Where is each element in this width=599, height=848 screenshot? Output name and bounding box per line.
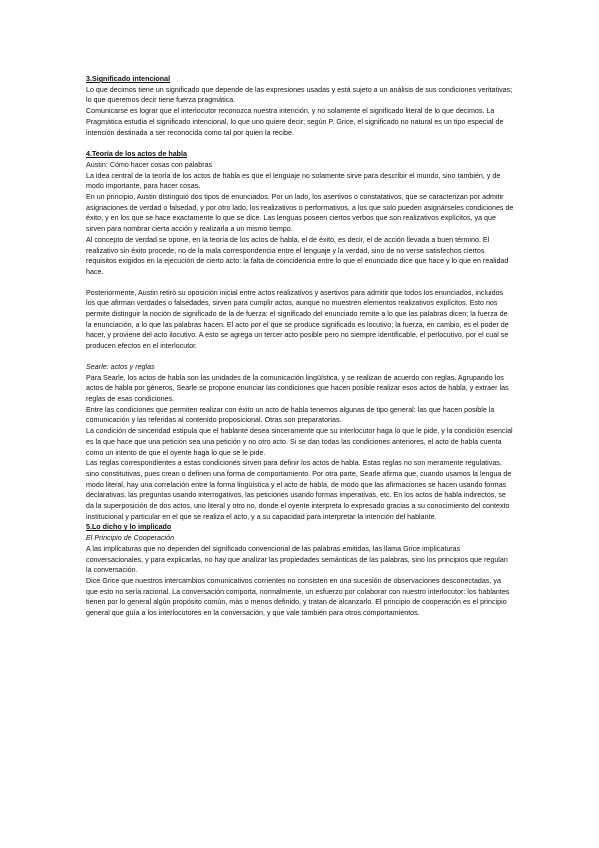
document-page xyxy=(86,74,514,619)
paragraph: Entre las condiciones que permiten realizar con éxito un acto de habla tenemos algunas de tipo general: las que hacen posible la comunicación y las referidas al contenido proposicional. Otras son preparatorias. xyxy=(86,405,495,425)
paragraph: En un principio, Austin distinguió dos tipos de enunciados. Por un lado, los asertivos o constatativos, que se caracterizan por admitir asignaciones de verdad o falsedad, y por otro lado, los realizativos o performativos, a los que solo pueden asignárseles condiciones de éxito, y en los que se hace exactamente lo que se dice. Las lenguas poseen ciertos verbos que son realizativos explícitos, ya que sirven para nombrar cierta acción y realizarla a un mismo tiempo. xyxy=(86,193,514,234)
paragraph: La idea central de la teoría de los actos de habla es que el lenguaje no solamente sirve para describir el mundo, sino también, y de modo importante, para hacer cosas. xyxy=(86,171,501,191)
paragraph: A las implicaturas que no dependen del significado convencional de las palabras emitidas, las llama Grice implicaturas conversacionales, y para explicarlas, no hay que analizar las propiedades semánticas de las palabras, sino los principios que regulan la conversación. xyxy=(86,544,508,575)
paragraph: Al concepto de verdad se opone, en la teoría de los actos de habla, el de éxito, es decir, el de acción llevada a buen término. El realizativo sin éxito procede, no de la mala correspondencia entre el lenguaje y la verdad, sino de no verse satisfechos ciertos requisitos exigidos en la ejecución de cierto acto: la falta de coincidencia entre lo que el enunciado dice que hace y lo que en realidad hace. xyxy=(86,235,509,276)
section-significado-intencional xyxy=(86,74,514,138)
subsection-heading: El Principio de Cooperación xyxy=(86,534,175,543)
paragraph: Posteriormente, Austin retiró su oposición inicial entre actos realizativos y asertivos para admitir que todos los enunciados, incluidos los que afirman verdades o falsedades, sirven para cumplir actos, aunque no muestren elementos realizativos explícitos. Esto nos permite distinguir la noción de significado de la de fuerza: el significado del enunciado remite a lo que las palabras dicen; la fuerza de la enunciación, a lo que las palabras hacen. El acto por el que se produce significado es locutivo; la fuerza, en cambio, es el poder de hacer, y proviene del acto ilocutivo. A esto se agrega un tercer acto posible pero no siempre identificable, el perlocutivo, por el cual se producen efectos en el interlocutor. xyxy=(86,288,509,351)
paragraph: Dice Grice que nuestros intercambios comunicativos corrientes no consisten en una sucesión de observaciones desconectadas, ya que esto no sería racional. La conversación comporta, normalmente, un esfuerzo por colaborar con nuestro interlocutor: los hablantes tienen por lo general algún propósito común, más o menos definido, y tratan de alcanzarlo. El principio de cooperación es el principio general que guía a los interlocutores en la conversación, y que vale también para otros comportamientos. xyxy=(86,576,510,618)
paragraph: Las reglas correspondientes a estas condiciones sirven para definir los actos de habla. Estas reglas no son meramente regulativas, sino constitutivas, pues crean o definen una forma de comportamiento. Por otra parte, Searle afirma que, cuando usamos la lengua de modo literal, hay una correlación entre la forma lingüística y el acto de habla, de modo que las afirmaciones se hacen usando formas declarativas, las preguntas usando interrogativos, las peticiones usando formas imperativas, etc. En los actos de habla indirectos, se da la superposición de dos actos, uno literal y otro no, donde el oyente interpreta lo expresado gracias a su conocimiento del contexto institucional y particular en el que se realiza el acto, y a su capacidad para interpretar la intención del hablante. xyxy=(86,459,512,521)
paragraph: Comunicarse es lograr que el interlocutor reconozca nuestra intención, y no solamente el significado literal de lo que decimos. La Pragmática estudia el significado intencional, lo que uno quiere decir; según P. Grice, el significado no natural es un tipo especial de intención destinada a ser reconocida como tal por quien la recibe. xyxy=(86,107,504,137)
section-searle xyxy=(86,362,514,523)
section-lo-dicho-y-lo-implicado xyxy=(86,522,514,618)
section-heading: 3.Significado intencional xyxy=(86,75,171,83)
paragraph: Lo que decimos tiene un significado que depende de las expresiones usadas y está sujeto a un análisis de sus condiciones veritativas; lo que queremos decir tiene fuerza pragmática. xyxy=(86,85,513,105)
section-heading: 5.Lo dicho y lo implicado xyxy=(86,523,172,532)
subsection-heading: Austin: Cómo hacer cosas con palabras xyxy=(86,160,213,169)
paragraph: Para Searle, los actos de habla son las unidades de la comunicación lingüística, y se realizan de acuerdo con reglas. Agrupando los actos de habla por géneros, Searle se propone enunciar las condiciones que hacen posible realizar esos actos de habla, y extraer las reglas de esas condiciones. xyxy=(86,373,509,403)
section-actos-de-habla xyxy=(86,149,514,352)
section-heading: 4.Teoría de los actos de habla xyxy=(86,150,187,159)
paragraph: La condición de sinceridad estipula que el hablante desea sinceramente que su interlocutor haga lo que le pide, y la condición esencial es la que hace que una petición sea una petición y no otro acto. Si se dan todas las condiciones anteriores, el acto de habla cuenta como un intento de que el oyente haga lo que se le pide. xyxy=(86,427,513,457)
subsection-heading: Searle: actos y reglas xyxy=(86,362,155,371)
